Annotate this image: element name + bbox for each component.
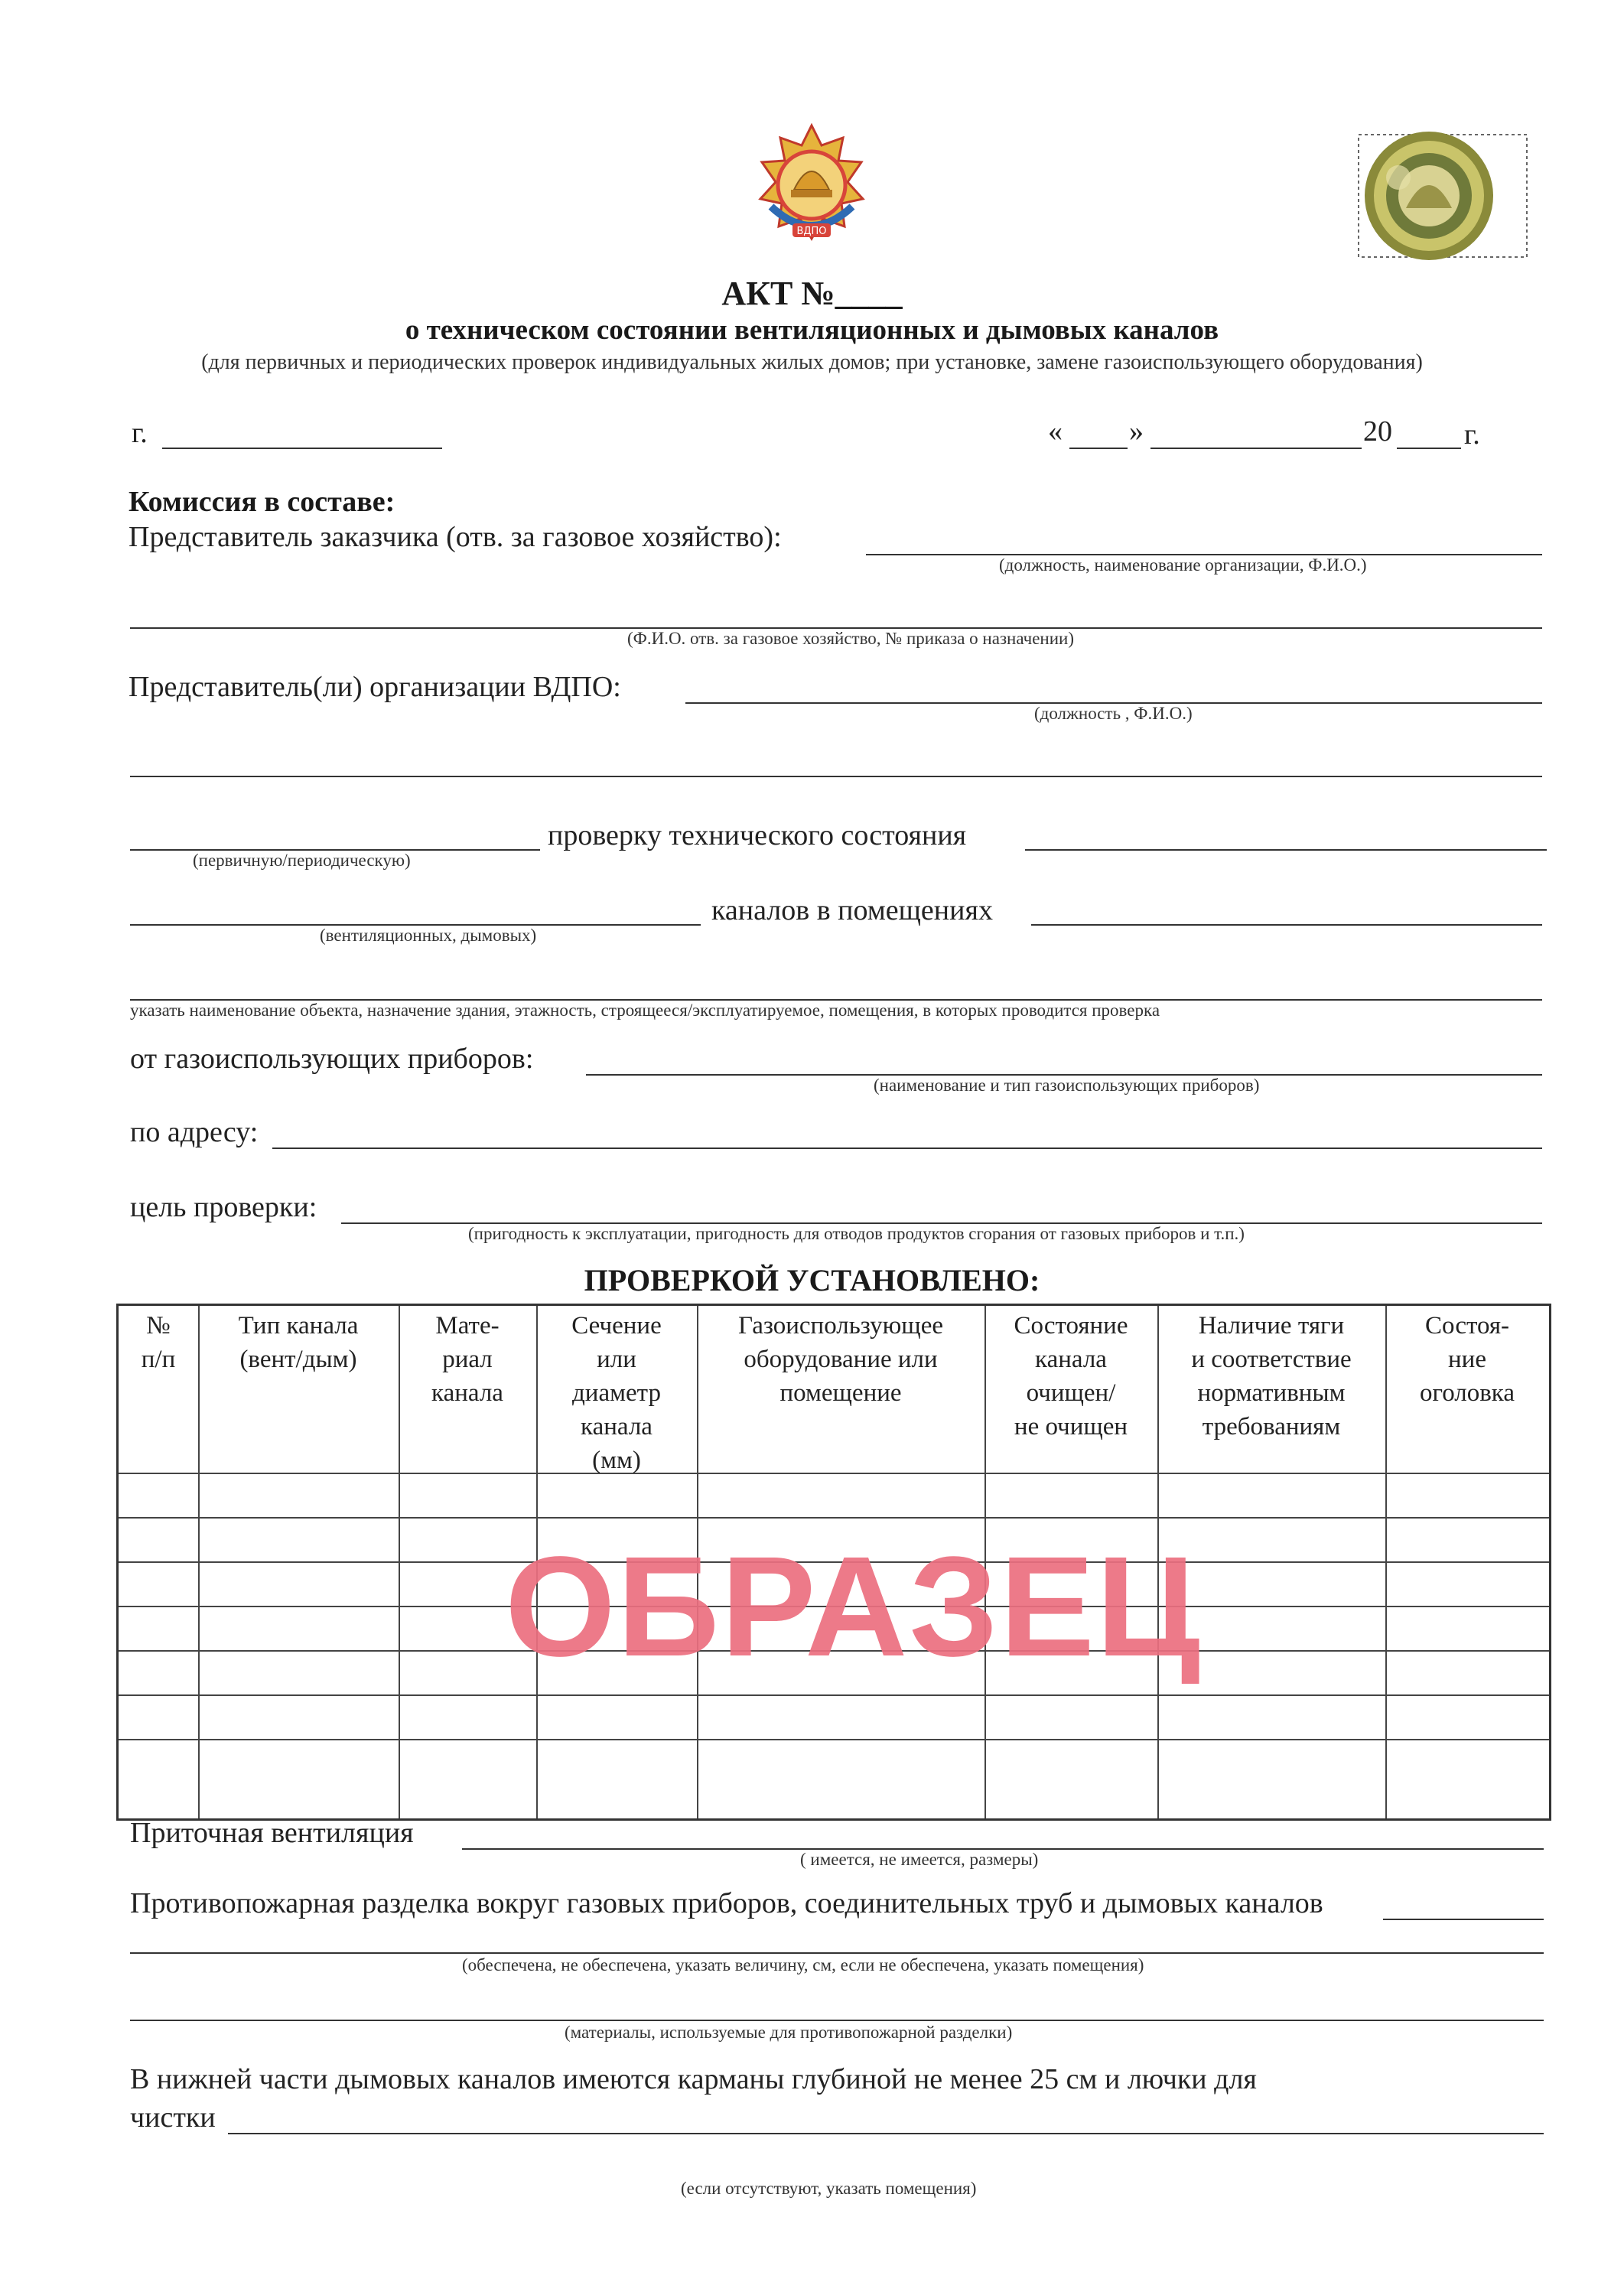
supply-hint: ( имеется, не имеется, размеры) xyxy=(800,1850,1039,1869)
col-header-draft: Наличие тяги и соответствие нормативным требованиям xyxy=(1191,1312,1352,1440)
col-header-channel-type: Тип канала (вент/дым) xyxy=(238,1312,359,1373)
purpose-hint: (пригодность к эксплуатации, пригодность для отводов продуктов сгорания от газовых приборов и т.п.) xyxy=(468,1224,1245,1243)
channel-type-hint: (вентиляционных, дымовых) xyxy=(320,926,537,945)
customer-hint: (должность, наименование организации, Ф.И.О.) xyxy=(999,555,1367,575)
city-field[interactable] xyxy=(162,448,442,449)
month-field[interactable] xyxy=(1150,448,1362,449)
rooms-field[interactable] xyxy=(1031,924,1542,926)
supply-label: Приточная вентиляция xyxy=(130,1817,414,1849)
address-field[interactable] xyxy=(272,1148,1542,1149)
devices-hint: (наименование и тип газоиспользующих приборов) xyxy=(874,1076,1260,1095)
address-label: по адресу: xyxy=(130,1116,259,1148)
fire-field-2[interactable] xyxy=(130,1952,1544,1954)
col-header-equipment: Газоиспользующее оборудование или помещение xyxy=(738,1312,943,1407)
fire-field[interactable] xyxy=(1383,1919,1544,1920)
fire-hint: (обеспечена, не обеспечена, указать величину, см, если не обеспечена, указать помещения) xyxy=(462,1955,1144,1974)
responsible-hint: (Ф.И.О. отв. за газовое хозяйство, № приказа о назначении) xyxy=(627,629,1074,648)
pockets-line1: В нижней части дымовых каналов имеются карманы глубиной не менее 25 см и лючки для xyxy=(130,2063,1257,2095)
object-hint: указать наименование объекта, назначение здания, этажность, строящееся/эксплуатируемое, помещения, в которых проводится проверка xyxy=(130,1001,1160,1020)
pockets-hint: (если отсутствуют, указать помещения) xyxy=(681,2179,977,2198)
pockets-field[interactable] xyxy=(228,2133,1544,2134)
emblem-ribbon-text: ВДПО xyxy=(796,226,827,237)
fire-label: Противопожарная разделка вокруг газовых приборов, соединительных труб и дымовых каналов xyxy=(130,1887,1323,1919)
pockets-line2: чистки xyxy=(130,2101,216,2134)
act-note: (для первичных и периодических проверок индивидуальных жилых домов; при установке, замене газоиспользующего оборудования) xyxy=(201,350,1423,374)
vdpo-label: Представитель(ли) организации ВДПО: xyxy=(129,671,621,703)
commission-heading: Комиссия в составе: xyxy=(129,486,395,518)
hologram-seal-icon xyxy=(1352,132,1531,260)
vdpo-hint: (должность , Ф.И.О.) xyxy=(1034,704,1193,723)
materials-hint: (материалы, используемые для противопожарной разделки) xyxy=(565,2023,1013,2042)
findings-heading: ПРОВЕРКОЙ УСТАНОВЛЕНО: xyxy=(584,1263,1040,1297)
act-title: АКТ №____ xyxy=(721,275,903,312)
date-close-quote: » xyxy=(1129,415,1144,448)
check-type-hint: (первичную/периодическую) xyxy=(193,851,411,870)
year-field[interactable] xyxy=(1397,448,1461,449)
year-prefix: 20 xyxy=(1363,415,1392,448)
col-header-state: Состояние канала очищен/ не очищен xyxy=(1014,1312,1128,1440)
devices-label: от газоиспользующих приборов: xyxy=(130,1043,534,1075)
purpose-label: цель проверки: xyxy=(130,1191,317,1223)
day-field[interactable] xyxy=(1069,448,1128,449)
col-header-section: Сечение или диаметр канала (мм) xyxy=(571,1312,662,1474)
vdpo-emblem xyxy=(748,122,875,260)
year-suffix: г. xyxy=(1464,418,1480,451)
customer-label: Представитель заказчика (отв. за газовое хозяйство): xyxy=(129,521,782,553)
channels-text: каналов в помещениях xyxy=(711,894,993,926)
col-header-material: Мате- риал канала xyxy=(431,1312,503,1407)
col-header-head: Состоя- ние оголовка xyxy=(1419,1312,1515,1407)
act-subtitle: о техническом состоянии вентиляционных и дымовых каналов xyxy=(405,314,1219,346)
check-text: проверку технического состояния xyxy=(548,819,967,851)
date-open-quote: « xyxy=(1048,415,1063,448)
col-header-number: № п/п xyxy=(141,1312,176,1373)
sample-stamp: ОБРАЗЕЦ xyxy=(505,1528,1202,1686)
city-prefix: г. xyxy=(132,417,148,449)
materials-field[interactable] xyxy=(130,2020,1544,2021)
vdpo-field-2[interactable] xyxy=(130,776,1542,777)
check-object-field[interactable] xyxy=(1025,849,1547,851)
